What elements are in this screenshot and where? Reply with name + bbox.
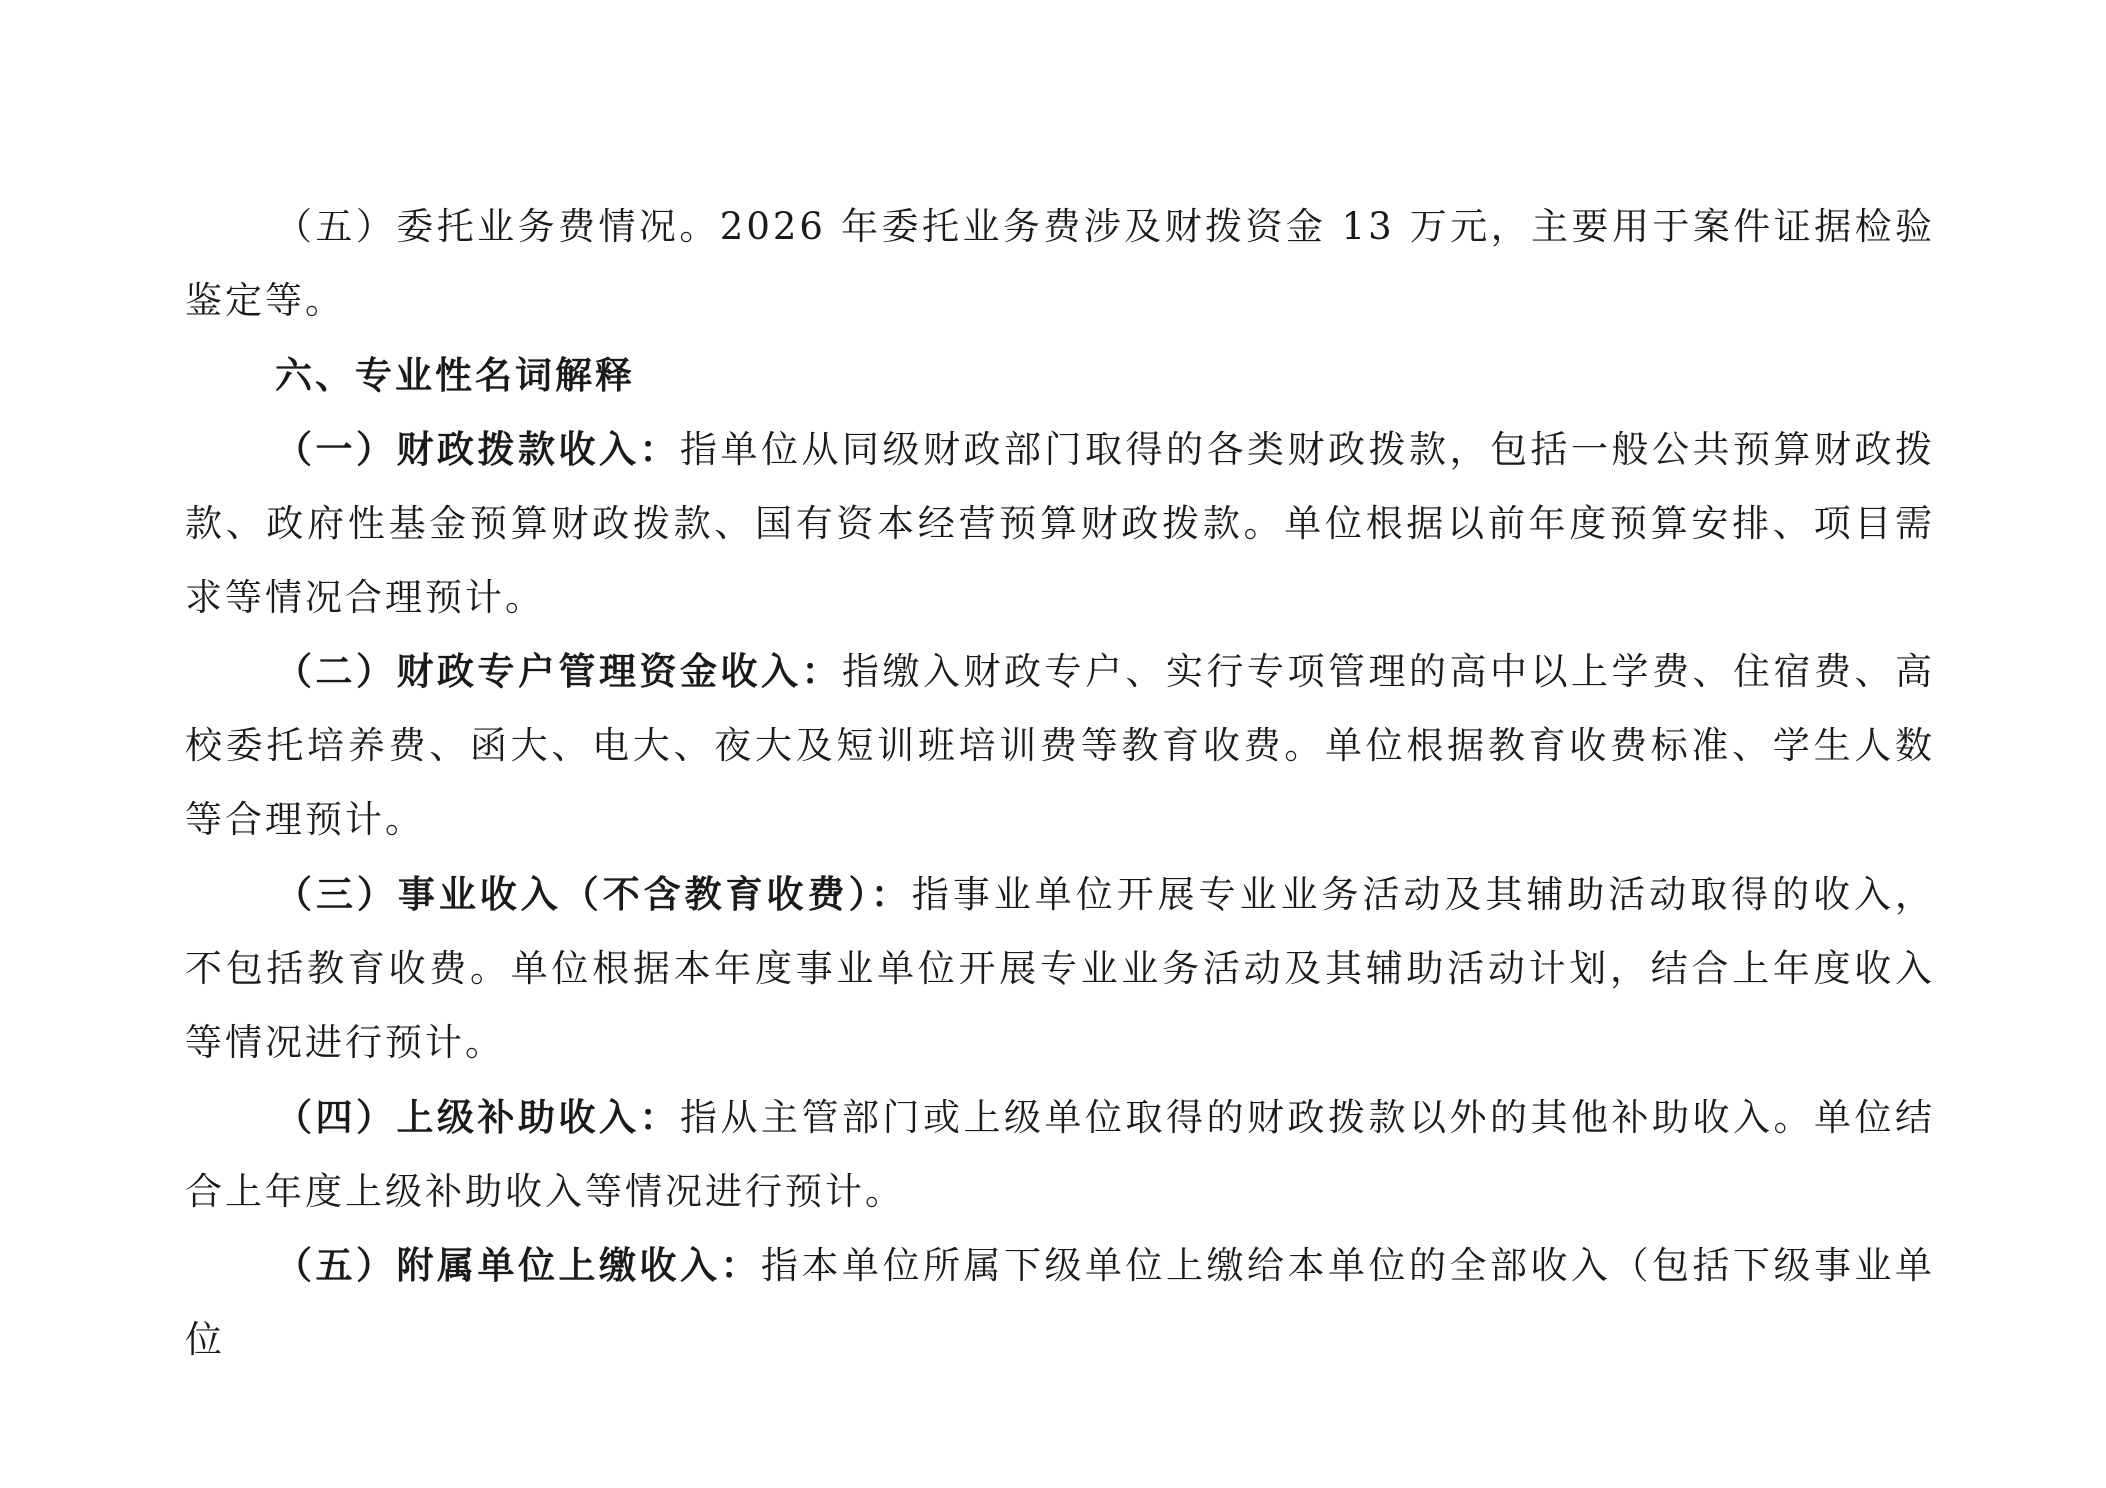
definition-item-1 bbox=[185, 412, 1935, 635]
definition-item-2 bbox=[185, 634, 1935, 857]
definition-term: （一）财政拨款收入： bbox=[275, 427, 680, 471]
definition-term: （四）上级补助收入： bbox=[275, 1095, 680, 1139]
paragraph-text: 2026 年委托业务费涉及财拨资金 13 万元，主要用于案件证据检验鉴定等。 bbox=[185, 205, 1936, 322]
definition-term: （五）附属单位上缴收入： bbox=[275, 1243, 761, 1287]
definition-item-4 bbox=[185, 1080, 1935, 1229]
definition-text: 指从主管部门或上级单位取得的财政拨款以外的其他补助收入。单位结合上年度上级补助收入等情况进行预计。 bbox=[185, 1096, 1935, 1213]
section-heading: 六、专业性名词解释 bbox=[275, 353, 635, 397]
definition-item-5 bbox=[185, 1228, 1935, 1377]
definition-term: （二）财政专户管理资金收入： bbox=[275, 649, 842, 693]
definition-text: 指本单位所属下级单位上缴给本单位的全部收入（包括下级事业单位 bbox=[185, 1244, 1935, 1361]
definition-text: 指缴入财政专户、实行专项管理的高中以上学费、住宿费、高校委托培养费、函大、电大、夜大及短训班培训费等教育收费。单位根据教育收费标准、学生人数等合理预计。 bbox=[185, 650, 1935, 841]
paragraph-commissioned-fees bbox=[185, 190, 1935, 338]
definition-item-3 bbox=[185, 857, 1935, 1080]
paragraph-lead: （五）委托业务费情况。 bbox=[275, 205, 720, 248]
definition-term: （三）事业收入（不含教育收费）： bbox=[275, 872, 912, 916]
definition-text: 指单位从同级财政部门取得的各类财政拨款，包括一般公共预算财政拨款、政府性基金预算财政拨款、国有资本经营预算财政拨款。单位根据以前年度预算安排、项目需求等情况合理预计。 bbox=[185, 428, 1935, 619]
definition-text: 指事业单位开展专业业务活动及其辅助活动取得的收入，不包括教育收费。单位根据本年度事业单位开展专业业务活动及其辅助活动计划，结合上年度收入等情况进行预计。 bbox=[185, 873, 1936, 1064]
